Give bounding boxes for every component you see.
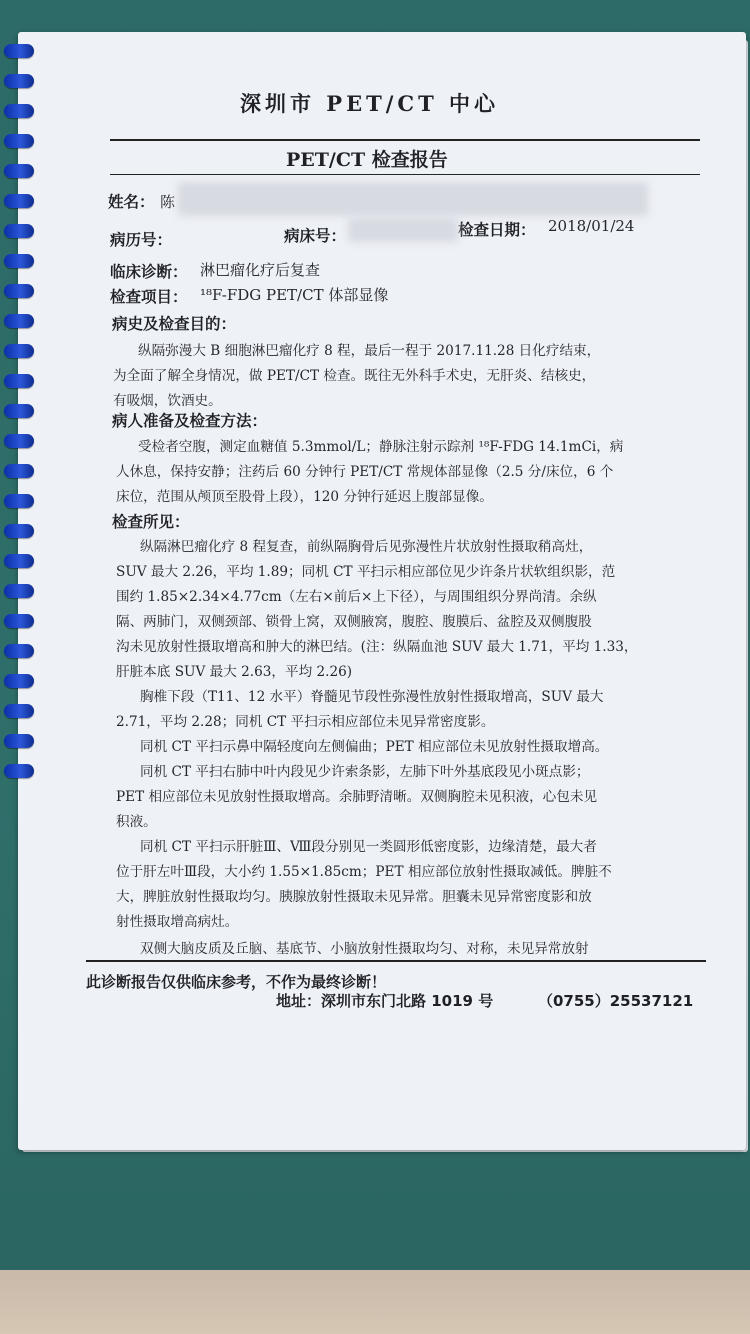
binder-ring [4,254,34,268]
findings-line: 大，脾脏放射性摄取均匀。胰腺放射性摄取未见异常。胆囊未见异常密度影和放 [116,889,592,905]
history-heading: 病史及检查目的： [112,315,237,333]
findings-line: 沟未见放射性摄取增高和肿大的淋巴结。(注：纵隔血池 SUV 最大 1.71，平均 1.33， [116,639,638,655]
binder-ring [4,134,34,148]
findings-heading: 检查所见： [112,513,190,531]
findings-line: 双侧大脑皮质及丘脑、基底节、小脑放射性摄取均匀、对称，未见异常放射 [140,941,589,957]
findings-line: 积液。 [116,814,157,830]
binder-ring [4,764,34,778]
findings-line: 纵隔淋巴瘤化疗 8 程复查，前纵隔胸骨后见弥漫性片状放射性摄取稍高灶， [140,539,593,555]
binder-ring [4,104,34,118]
findings-line: PET 相应部位未见放射性摄取增高。余肺野清晰。双侧胸腔未见积液，心包未见 [116,789,598,805]
findings-line: 同机 CT 平扫示鼻中隔轻度向左侧偏曲；PET 相应部位未见放射性摄取增高。 [140,739,609,755]
binder-ring [4,554,34,568]
binder-ring [4,494,34,508]
clinical-diagnosis-label: 临床诊断： [110,263,188,281]
findings-line: 同机 CT 平扫右肺中叶内段见少许索条影，左肺下叶外基底段见小斑点影； [140,764,590,780]
bed-no-label: 病床号： [284,227,347,245]
disclaimer-text: 此诊断报告仅供临床参考，不作为最终诊断！ [86,973,387,991]
binder-ring [4,284,34,298]
exam-date-label: 检查日期： [458,221,536,239]
binder-ring [4,194,34,208]
binder-ring [4,404,34,418]
findings-line: 肝脏本底 SUV 最大 2.63，平均 2.26) [116,664,353,680]
history-line: 为全面了解全身情况，做 PET/CT 检查。既往无外科手术史，无肝炎、结核史， [113,368,596,384]
name-label: 姓名： [108,193,155,211]
history-line: 有吸烟，饮酒史。 [113,393,222,409]
binder-ring [4,224,34,238]
record-no-label: 病历号： [110,231,173,249]
binder-ring [4,734,34,748]
binder-ring [4,614,34,628]
prep-line: 受检者空腹，测定血糖值 5.3mmol/L；静脉注射示踪剂 ¹⁸F-FDG 14.1mCi，病 [138,439,624,455]
findings-line: 围约 1.85×2.34×4.77cm（左右×前后×上下径），与周围组织分界尚清。余纵 [116,589,597,605]
exam-date-value: 2018/01/24 [548,217,635,235]
binder-ring [4,434,34,448]
title-divider [110,174,700,175]
center-name: 深圳市 PET/CT 中心 [240,91,500,116]
redacted-patient-info [178,182,648,216]
findings-line: SUV 最大 2.26，平均 1.89；同机 CT 平扫示相应部位见少许条片状软组织影，范 [116,564,616,580]
prep-line: 床位，范围从颅顶至股骨上段），120 分钟行延迟上腹部显像。 [116,489,493,505]
binder-ring [4,44,34,58]
findings-line: 射性摄取增高病灶。 [116,914,239,930]
address-text: 地址：深圳市东门北路 1019 号 [276,992,494,1010]
binder-ring [4,584,34,598]
findings-line: 胸椎下段（T11、12 水平）脊髓见节段性弥漫性放射性摄取增高，SUV 最大 [140,689,604,705]
prep-line: 人休息，保持安静；注药后 60 分钟行 PET/CT 常规体部显像（2.5 分/床位，6 个 [116,464,614,480]
report-page [18,32,746,1150]
name-value: 陈 [160,193,176,211]
exam-item-label: 检查项目： [110,288,188,306]
redacted-bed-no [348,218,458,242]
binder-ring [4,644,34,658]
binder-ring [4,704,34,718]
binder-ring [4,344,34,358]
table-surface [0,1270,750,1334]
findings-line: 同机 CT 平扫示肝脏Ⅲ、Ⅷ段分别见一类圆形低密度影，边缘清楚，最大者 [140,839,597,855]
binder-ring [4,464,34,478]
header-divider [110,139,700,141]
binder-ring [4,74,34,88]
binder-ring [4,674,34,688]
binder-ring [4,524,34,538]
findings-line: 2.71，平均 2.28；同机 CT 平扫示相应部位未见异常密度影。 [116,714,495,730]
history-line: 纵隔弥漫大 B 细胞淋巴瘤化疗 8 程，最后一程于 2017.11.28 日化疗结束， [138,343,601,359]
binder-ring [4,314,34,328]
prep-heading: 病人准备及检查方法： [112,412,268,430]
phone-text: （0755）25537121 [538,992,694,1010]
binder-ring [4,374,34,388]
report-title: PET/CT 检查报告 [286,149,448,171]
binder-ring [4,164,34,178]
exam-item-value: ¹⁸F-FDG PET/CT 体部显像 [200,286,389,304]
findings-line: 位于肝左叶Ⅲ段，大小约 1.55×1.85cm；PET 相应部位放射性摄取减低。脾脏不 [116,864,612,880]
clinical-diagnosis-value: 淋巴瘤化疗后复查 [200,261,321,279]
footer-divider [86,960,706,962]
findings-line: 隔、两肺门，双侧颈部、锁骨上窝，双侧腋窝，腹腔、腹膜后、盆腔及双侧腹股 [116,614,592,630]
